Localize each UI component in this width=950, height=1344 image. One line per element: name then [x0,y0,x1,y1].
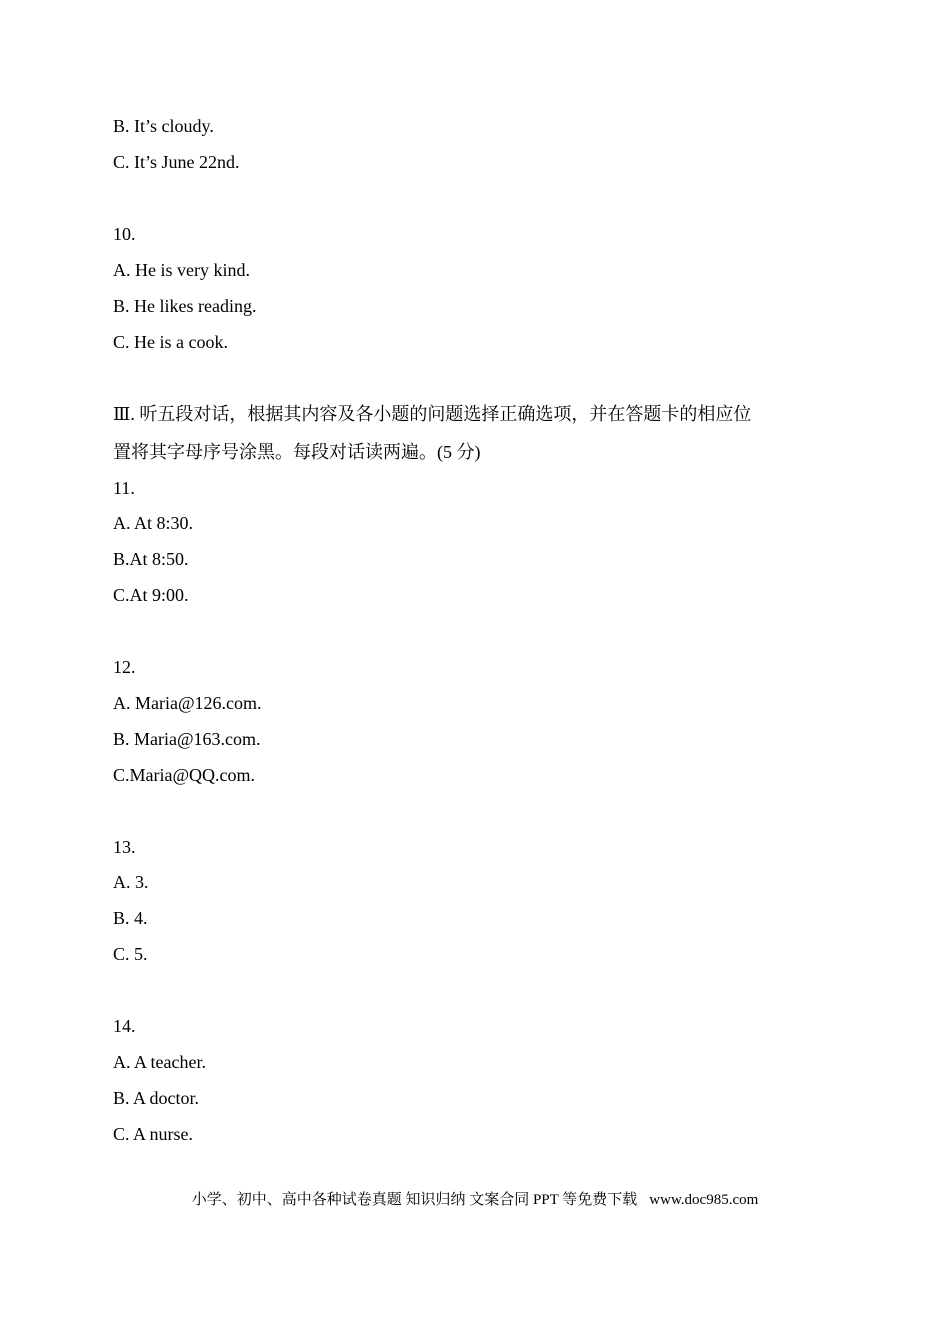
q12-option-a: A. Maria@126.com. [113,693,262,713]
q12-option-c: C.Maria@QQ.com. [113,765,256,785]
q12-number: 12. [113,657,136,677]
q11-option-a: A. At 8:30. [113,513,194,533]
q11-option-c: C.At 9:00. [113,585,189,605]
q10-option-b: B. He likes reading. [113,296,257,316]
footer-text: 小学、初中、高中各种试卷真题 知识归纳 文案合同 PPT 等免费下载 [191,1192,638,1208]
q14-number: 14. [113,1016,136,1036]
q12-option-b: B. Maria@163.com. [113,729,261,749]
section-3-instructions-line-2: 置将其字母序号涂黑。每段对话读两遍。(5 分) [113,442,481,462]
q14-option-a: A. A teacher. [113,1052,206,1072]
page-footer [0,1190,950,1210]
q14-option-c: C. A nurse. [113,1124,194,1144]
q11-number: 11. [113,478,135,498]
q13-option-b: B. 4. [113,908,148,928]
q10-option-a: A. He is very kind. [113,260,250,280]
q10-option-c: C. He is a cook. [113,332,228,352]
q10-number: 10. [113,224,136,244]
q14-option-b: B. A doctor. [113,1088,200,1108]
q13-option-a: A. 3. [113,872,149,892]
q13-option-c: C. 5. [113,944,148,964]
section-3-instructions-line-1: Ⅲ. 听五段对话，根据其内容及各小题的问题选择正确选项，并在答题卡的相应位 [113,404,752,424]
footer-site-link[interactable]: www.doc985.com [649,1192,759,1208]
q11-option-b: B.At 8:50. [113,549,189,569]
q9-option-c: C. It’s June 22nd. [113,152,240,172]
q13-number: 13. [113,837,136,857]
q9-option-b: B. It’s cloudy. [113,116,214,136]
